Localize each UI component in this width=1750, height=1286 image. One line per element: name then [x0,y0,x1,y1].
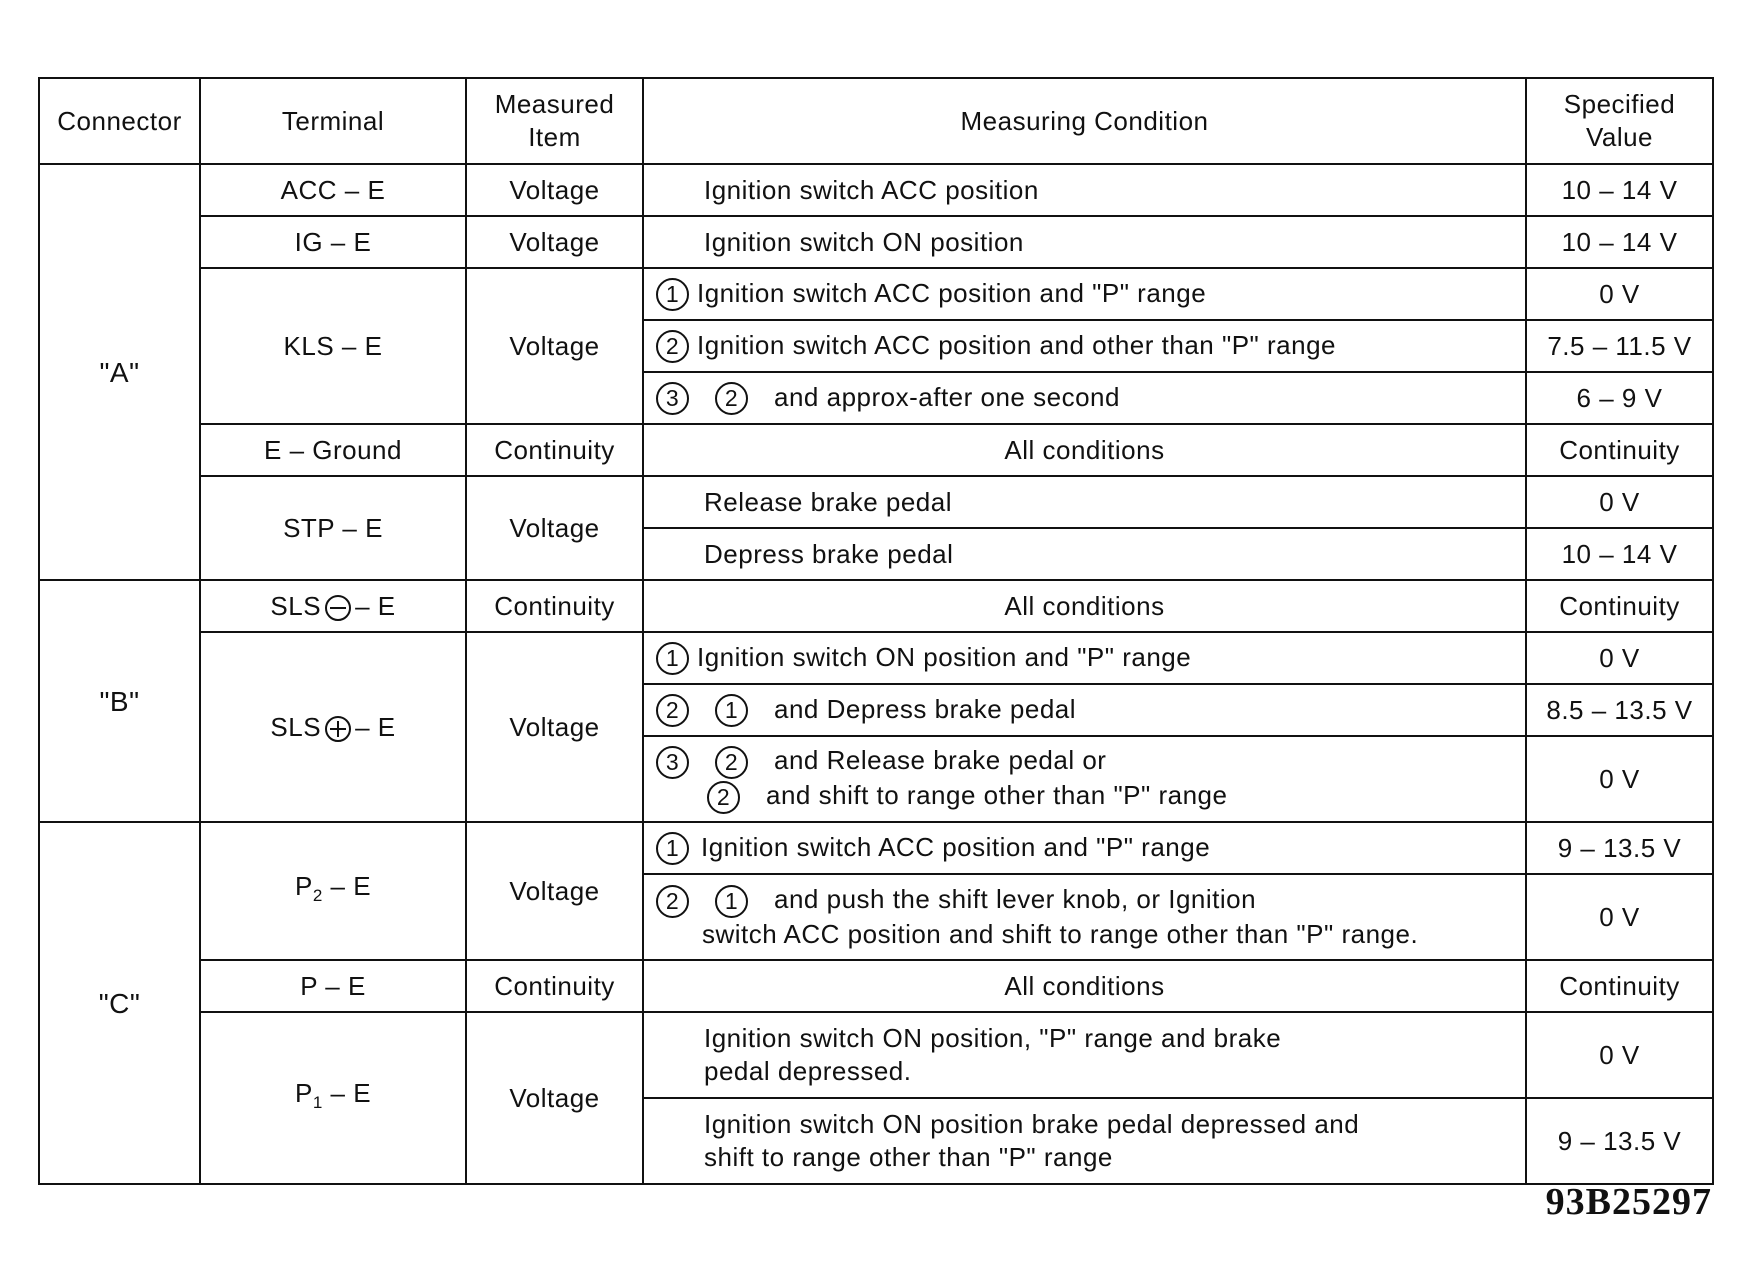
step-marker: 3 [656,746,689,779]
table-row [39,822,1713,874]
value-cell: 7.5 – 11.5 V [1526,320,1713,372]
item-cell: Voltage [466,164,643,216]
condition-text: and shift to range other than "P" range [766,780,1228,810]
terminal-text: SLS [270,590,322,621]
condition-cell: Ignition switch ON position [643,216,1526,268]
connector-c: "C" [39,822,200,1184]
value-cell: Continuity [1526,424,1713,476]
condition-cell [643,684,1526,736]
terminal-text: – E [322,1077,372,1108]
step-marker: 2 [656,885,689,918]
item-cell: Continuity [466,424,643,476]
condition-cell [643,320,1526,372]
header-row [39,78,1713,164]
terminal-text: P [294,870,313,901]
item-cell: Voltage [466,268,643,424]
table-row [39,216,1713,268]
table-row [39,424,1713,476]
condition-cell [643,632,1526,684]
terminal-subscript: 2 [312,886,323,906]
value-cell: 6 – 9 V [1526,372,1713,424]
condition-cell: Depress brake pedal [643,528,1526,580]
condition-text: Ignition switch ON position, "P" range and brake [704,1023,1282,1053]
value-cell: 0 V [1526,632,1713,684]
value-cell: Continuity [1526,960,1713,1012]
condition-text: shift to range other than "P" range [704,1142,1113,1172]
terminal-cell [200,822,466,960]
terminal-text: – E [355,711,396,742]
condition-text: Ignition switch ACC position and "P" range [701,831,1211,862]
step-marker: 1 [715,885,748,918]
terminal-text: – E [355,590,396,621]
value-cell: 8.5 – 13.5 V [1526,684,1713,736]
item-cell: Voltage [466,632,643,822]
condition-text: pedal depressed. [704,1056,912,1086]
condition-text: Ignition switch ON position brake pedal depressed and [704,1109,1360,1139]
condition-text: and Depress brake pedal [774,693,1077,724]
value-cell: 9 – 13.5 V [1526,822,1713,874]
header-connector: Connector [39,78,200,164]
condition-cell [643,1098,1526,1184]
condition-cell: All conditions [643,424,1526,476]
terminal-cell [200,1012,466,1184]
condition-cell [643,874,1526,960]
table-row [39,960,1713,1012]
condition-text: and approx-after one second [774,381,1120,412]
table-row [39,476,1713,528]
value-cell: 0 V [1526,268,1713,320]
step-marker: 1 [715,694,748,727]
condition-text: Ignition switch ACC position and other than "P" range [697,329,1336,360]
terminal-cell: STP – E [200,476,466,580]
item-cell: Voltage [466,1012,643,1184]
value-cell: 0 V [1526,736,1713,822]
value-cell: 10 – 14 V [1526,164,1713,216]
value-cell: 0 V [1526,874,1713,960]
condition-cell [643,268,1526,320]
item-cell: Voltage [466,822,643,960]
header-measured-item: Measured Item [466,78,643,164]
table-row [39,1012,1713,1098]
condition-cell: All conditions [643,580,1526,632]
item-cell: Voltage [466,476,643,580]
step-marker: 2 [707,781,740,814]
header-measuring-condition: Measuring Condition [643,78,1526,164]
circled-minus-icon [325,595,351,621]
terminal-cell: ACC – E [200,164,466,216]
condition-cell [643,1012,1526,1098]
table-row [39,268,1713,320]
step-marker: 2 [656,330,689,363]
item-cell: Continuity [466,960,643,1012]
condition-cell: Release brake pedal [643,476,1526,528]
step-marker: 3 [656,382,689,415]
terminal-cell: KLS – E [200,268,466,424]
terminal-text: P [294,1077,313,1108]
terminal-cell: IG – E [200,216,466,268]
condition-text: and Release brake pedal or [774,745,1107,776]
table-row [39,164,1713,216]
item-cell: Continuity [466,580,643,632]
table-row [39,632,1713,684]
terminal-cell: E – Ground [200,424,466,476]
step-marker: 2 [715,382,748,415]
terminal-text: – E [322,870,372,901]
condition-text: switch ACC position and shift to range other than "P" range. [702,918,1419,949]
terminal-cell [200,580,466,632]
condition-cell [643,822,1526,874]
value-cell: 9 – 13.5 V [1526,1098,1713,1184]
header-specified-value: Specified Value [1526,78,1713,164]
table-row [39,580,1713,632]
header-terminal: Terminal [200,78,466,164]
connector-b: "B" [39,580,200,822]
step-marker: 1 [656,832,689,865]
condition-cell [643,736,1526,822]
step-marker: 2 [715,746,748,779]
condition-cell: All conditions [643,960,1526,1012]
value-cell: 10 – 14 V [1526,216,1713,268]
terminal-spec-table [38,77,1714,1185]
value-cell: Continuity [1526,580,1713,632]
figure-code: 93B25297 [1545,1181,1712,1223]
terminal-text: SLS [270,711,322,742]
condition-cell [643,372,1526,424]
terminal-subscript: 1 [312,1093,323,1113]
circled-plus-icon [325,716,351,742]
condition-text: and push the shift lever knob, or Ignition [774,884,1257,915]
step-marker: 2 [656,694,689,727]
value-cell: 0 V [1526,476,1713,528]
value-cell: 10 – 14 V [1526,528,1713,580]
terminal-cell [200,632,466,822]
condition-text: Ignition switch ACC position and "P" range [697,277,1207,308]
terminal-cell: P – E [200,960,466,1012]
value-cell: 0 V [1526,1012,1713,1098]
step-marker: 1 [656,642,689,675]
condition-text: Ignition switch ON position and "P" range [697,641,1192,672]
step-marker: 1 [656,278,689,311]
connector-a: "A" [39,164,200,580]
item-cell: Voltage [466,216,643,268]
condition-cell: Ignition switch ACC position [643,164,1526,216]
